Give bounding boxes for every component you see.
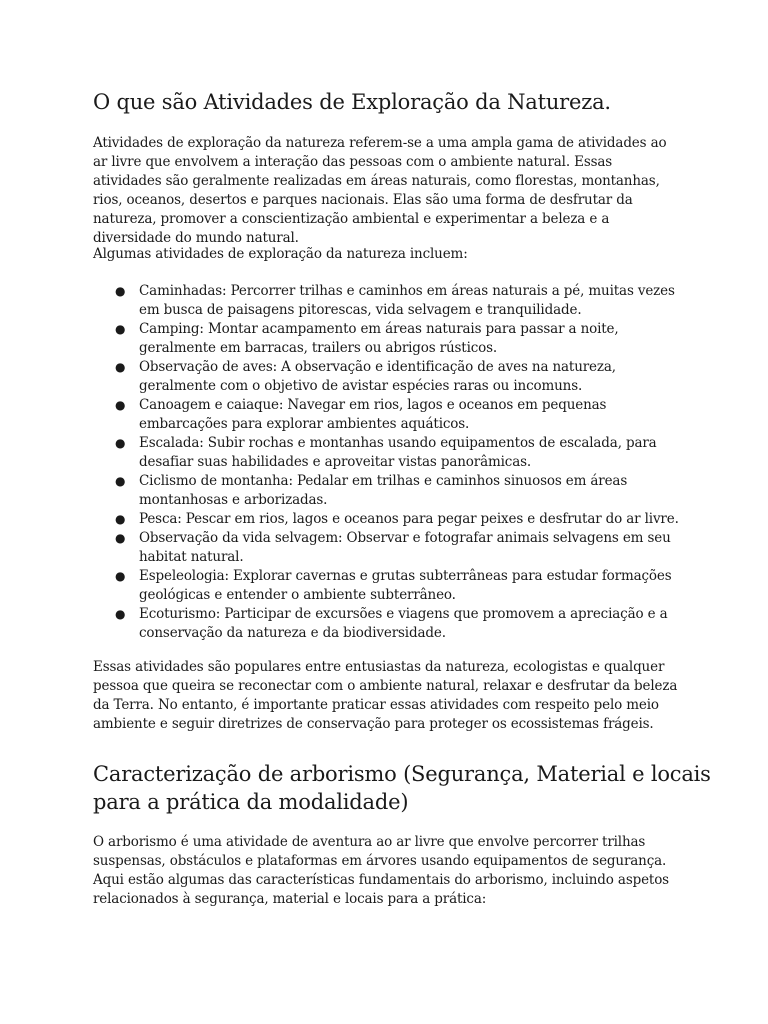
activities-list bbox=[93, 282, 683, 643]
list-item-text: Canoagem e caiaque: Navegar em rios, lagos e oceanos em pequenas embarcações para explorar ambientes aquáticos. bbox=[139, 397, 607, 432]
list-item-text: Camping: Montar acampamento em áreas naturais para passar a noite, geralmente em barracas, trailers ou abrigos rústicos. bbox=[139, 321, 619, 356]
bullet-icon: ● bbox=[115, 284, 126, 298]
bullet-icon: ● bbox=[115, 474, 126, 488]
bullet-icon: ● bbox=[115, 436, 126, 450]
section-intro-paragraph: O arborismo é uma atividade de aventura ao ar livre que envolve percorrer trilhas suspensas, obstáculos e plataformas em árvores usando equipamentos de segurança. Aqui estão algumas das características fundamentais do arborismo, incluindo aspetos relacionados à segurança, material e locais para a prática: bbox=[93, 834, 669, 907]
list-item bbox=[93, 320, 683, 358]
list-item-text: Espeleologia: Explorar cavernas e grutas subterrâneas para estudar formações geológicas e entender o ambiente subterrâneo. bbox=[139, 568, 672, 603]
list-item bbox=[93, 529, 683, 567]
list-item-text: Caminhadas: Percorrer trilhas e caminhos em áreas naturais a pé, muitas vezes em busca de paisagens pitorescas, vida selvagem e tranquilidade. bbox=[139, 283, 675, 318]
list-item-text: Pesca: Pescar em rios, lagos e oceanos para pegar peixes e desfrutar do ar livre. bbox=[139, 511, 679, 527]
section-heading: Caracterização de arborismo (Segurança, Material e locais para a prática da modalidade) bbox=[93, 762, 711, 814]
list-item-text: Observação da vida selvagem: Observar e fotografar animais selvagens em seu habitat natural. bbox=[139, 530, 671, 565]
intro-paragraph: Atividades de exploração da natureza referem-se a uma ampla gama de atividades ao ar livre que envolvem a interação das pessoas com o ambiente natural. Essas atividades são geralmente realizadas em áreas naturais, como florestas, montanhas, rios, oceanos, desertos e parques nacionais. Elas são uma forma de desfrutar da natureza, promover a conscientização ambiental e experimentar a beleza e a diversidade do mundo natural. bbox=[93, 135, 667, 246]
bullet-icon: ● bbox=[115, 322, 126, 336]
list-item bbox=[93, 472, 683, 510]
list-item-text: Ecoturismo: Participar de excursões e viagens que promovem a apreciação e a conservação da natureza e da biodiversidade. bbox=[139, 606, 668, 641]
list-item bbox=[93, 605, 683, 643]
list-item bbox=[93, 396, 683, 434]
list-item-text: Observação de aves: A observação e identificação de aves na natureza, geralmente com o objetivo de avistar espécies raras ou incomuns. bbox=[139, 359, 616, 394]
bullet-icon: ● bbox=[115, 512, 126, 526]
list-item bbox=[93, 358, 683, 396]
closing-paragraph: Essas atividades são populares entre entusiastas da natureza, ecologistas e qualquer pessoa que queira se reconectar com o ambiente natural, relaxar e desfrutar da beleza da Terra. No entanto, é importante praticar essas atividades com respeito pelo meio ambiente e seguir diretrizes de conservação para proteger os ecossistemas frágeis. bbox=[93, 659, 678, 732]
list-intro-paragraph: Algumas atividades de exploração da natureza incluem: bbox=[93, 246, 468, 262]
bullet-icon: ● bbox=[115, 398, 126, 412]
list-item-text: Ciclismo de montanha: Pedalar em trilhas e caminhos sinuosos em áreas montanhosas e arborizadas. bbox=[139, 473, 628, 508]
list-item bbox=[93, 434, 683, 472]
list-item bbox=[93, 282, 683, 320]
list-item bbox=[93, 567, 683, 605]
list-item-text: Escalada: Subir rochas e montanhas usando equipamentos de escalada, para desafiar suas habilidades e aproveitar vistas panorâmicas. bbox=[139, 435, 657, 470]
bullet-icon: ● bbox=[115, 607, 126, 621]
bullet-icon: ● bbox=[115, 531, 126, 545]
list-item bbox=[93, 510, 683, 529]
bullet-icon: ● bbox=[115, 360, 126, 374]
page-title: O que são Atividades de Exploração da Natureza. bbox=[93, 90, 611, 114]
bullet-icon: ● bbox=[115, 569, 126, 583]
